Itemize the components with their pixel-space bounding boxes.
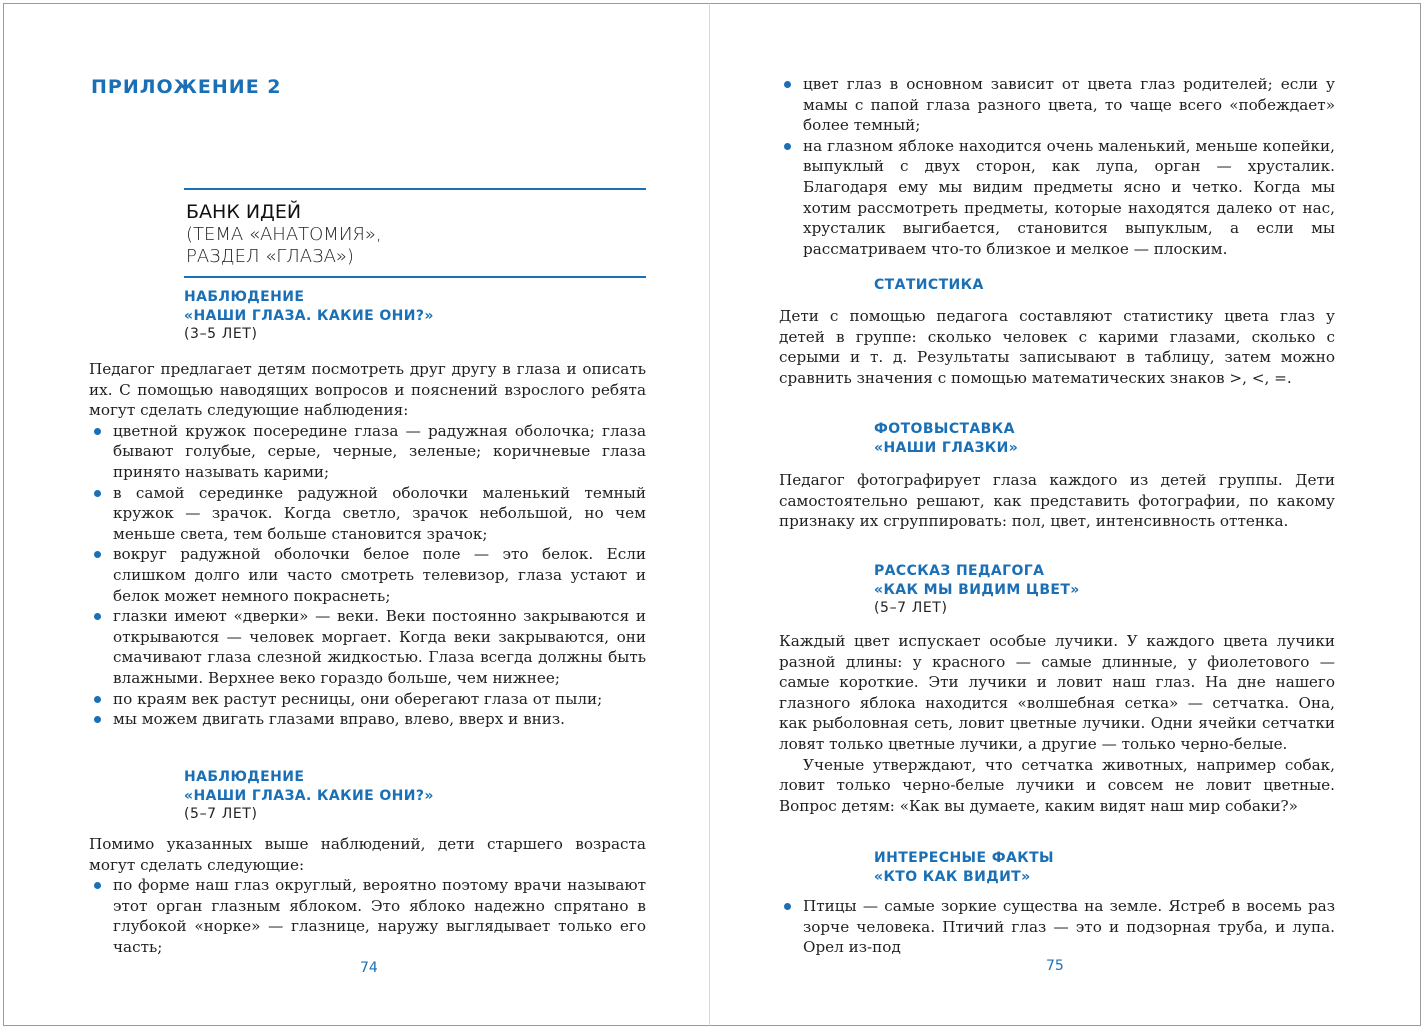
idea-bank-heading: [184, 188, 646, 278]
paragraph: Каждый цвет испускает особые лучики. У каждого цвета лучики разной длины: у красного — самые длинные, у фиолетового — самые короткие. Эти лучики и ловит наш глаз. На дне нашего глазного яблока находится «волшебная сетка» — сетчатка. Она, как рыболовная сеть, ловит цветные лучики. Одни ячейки сетчатки ловят только цветные лучики, а другие — только черно-белые.: [779, 632, 1335, 753]
section-heading-observation-3-5: [184, 288, 434, 344]
list-item: в самой серединке радужной оболочки маленький темный кружок — зрачок. Когда светло, зрачок небольшой, но чем меньше света, тем больше становится зрачок;: [89, 483, 646, 545]
section-body-interesting-facts: [779, 896, 1335, 958]
section-age: (5–7 ЛЕТ): [184, 806, 258, 822]
right-page: [709, 3, 1421, 1026]
list-item: цветной кружок посередине глаза — радужная оболочка; глаза бывают голубые, серые, черные, зеленые; коричневые глаза принято называть карими;: [89, 421, 646, 483]
list-item: по краям век растут ресницы, они оберегают глаза от пыли;: [89, 689, 646, 710]
section-title: «КАК МЫ ВИДИМ ЦВЕТ»: [874, 581, 1080, 598]
section-heading-statistics: [874, 276, 984, 295]
continued-list: [779, 74, 1335, 259]
intro-paragraph: Помимо указанных выше наблюдений, дети старшего возраста могут сделать следующие:: [89, 835, 646, 874]
list-item: по форме наш глаз округлый, вероятно поэтому врачи называют этот орган глазным яблоком. Это яблоко надежно спрятано в глубокой «норке» — глазнице, наружу выглядывает только его часть;: [89, 875, 646, 957]
section-heading-teacher-story: [874, 562, 1080, 618]
paragraph: Ученые утверждают, что сетчатка животных, например собак, ловит только черно-белые лучики и совсем не ловит цветные. Вопрос детям: «Как вы думаете, каким видят наш мир собаки?»: [779, 755, 1335, 815]
paragraph: Педагог фотографирует глаза каждого из детей группы. Дети самостоятельно решают, как представить фотографии, по какому признаку их сгруппировать: пол, цвет, интенсивность оттенка.: [779, 471, 1335, 531]
list-item: мы можем двигать глазами вправо, влево, вверх и вниз.: [89, 709, 646, 730]
page-number-left: 74: [360, 960, 378, 976]
left-page: [3, 3, 709, 1026]
section-label: НАБЛЮДЕНИЕ: [184, 289, 305, 305]
section-body-observation-5-7: [89, 834, 646, 958]
section-label: ФОТОВЫСТАВКА: [874, 421, 1015, 437]
paragraph: Дети с помощью педагога составляют статистику цвета глаз у детей в группе: сколько человек с карими глазами, сколько с серыми и т. д. Результаты записывают в таблицу, затем можно сравнить значения с помощью математических знаков >, <, =.: [779, 307, 1335, 387]
observation-list: [89, 421, 646, 730]
section-body-statistics: [779, 306, 1335, 388]
section-label: РАССКАЗ ПЕДАГОГА: [874, 563, 1045, 579]
section-heading-observation-5-7: [184, 768, 434, 824]
section-title: «НАШИ ГЛАЗКИ»: [874, 439, 1019, 456]
section-age: (5–7 ЛЕТ): [874, 600, 948, 616]
section-title: «НАШИ ГЛАЗА. КАКИЕ ОНИ?»: [184, 787, 434, 804]
section-heading-interesting-facts: [874, 849, 1054, 886]
page-number-right: 75: [1046, 958, 1064, 974]
bank-subtitle-line-1: (ТЕМА «АНАТОМИЯ»,: [186, 224, 382, 245]
intro-paragraph: Педагог предлагает детям посмотреть друг другу в глаза и описать их. С помощью наводящих вопросов и пояснений взрослого ребята могут сделать следующие наблюдения:: [89, 360, 646, 420]
fact-list: [779, 74, 1335, 259]
section-age: (3–5 ЛЕТ): [184, 326, 258, 342]
section-body-photo-exhibition: [779, 470, 1335, 532]
list-item: на глазном яблоке находится очень маленький, меньше копейки, выпуклый с двух сторон, как лупа, орган — хрусталик. Благодаря ему мы видим предметы ясно и четко. Когда мы хотим рассмотреть предметы, которые находятся далеко от нас, хрусталик выгибается, становится выпуклым, а если мы рассматриваем что-то близкое и мелкое — плоским.: [779, 136, 1335, 260]
section-title: «НАШИ ГЛАЗА. КАКИЕ ОНИ?»: [184, 307, 434, 324]
section-body-teacher-story: [779, 631, 1335, 816]
section-label: НАБЛЮДЕНИЕ: [184, 769, 305, 785]
section-body-observation-3-5: [89, 359, 646, 730]
section-title: «КТО КАК ВИДИТ»: [874, 868, 1031, 885]
list-item: цвет глаз в основном зависит от цвета глаз родителей; если у мамы с папой глаза разного цвета, то чаще всего «побеждает» более темный;: [779, 74, 1335, 136]
observation-list: [89, 875, 646, 957]
list-item: Птицы — самые зоркие существа на земле. Ястреб в восемь раз зорче человека. Птичий глаз — это и подзорная труба, и лупа. Орел из-под: [779, 896, 1335, 958]
list-item: вокруг радужной оболочки белое поле — это белок. Если слишком долго или часто смотреть телевизор, глаза устают и белок может немного покраснеть;: [89, 544, 646, 606]
section-label: ИНТЕРЕСНЫЕ ФАКТЫ: [874, 850, 1054, 866]
fact-list: [779, 896, 1335, 958]
bank-title: БАНК ИДЕЙ: [186, 201, 302, 223]
list-item: глазки имеют «дверки» — веки. Веки постоянно закрываются и открываются — человек моргает. Когда веки закрываются, они смачивают глаза слезной жидкостью. Глаза всегда должны быть влажными. Верхнее веко гораздо больше, чем нижнее;: [89, 606, 646, 688]
bank-subtitle-line-2: РАЗДЕЛ «ГЛАЗА»): [186, 246, 354, 267]
appendix-title: ПРИЛОЖЕНИЕ 2: [91, 76, 282, 98]
section-heading-photo-exhibition: [874, 420, 1018, 457]
section-title: СТАТИСТИКА: [874, 277, 984, 293]
